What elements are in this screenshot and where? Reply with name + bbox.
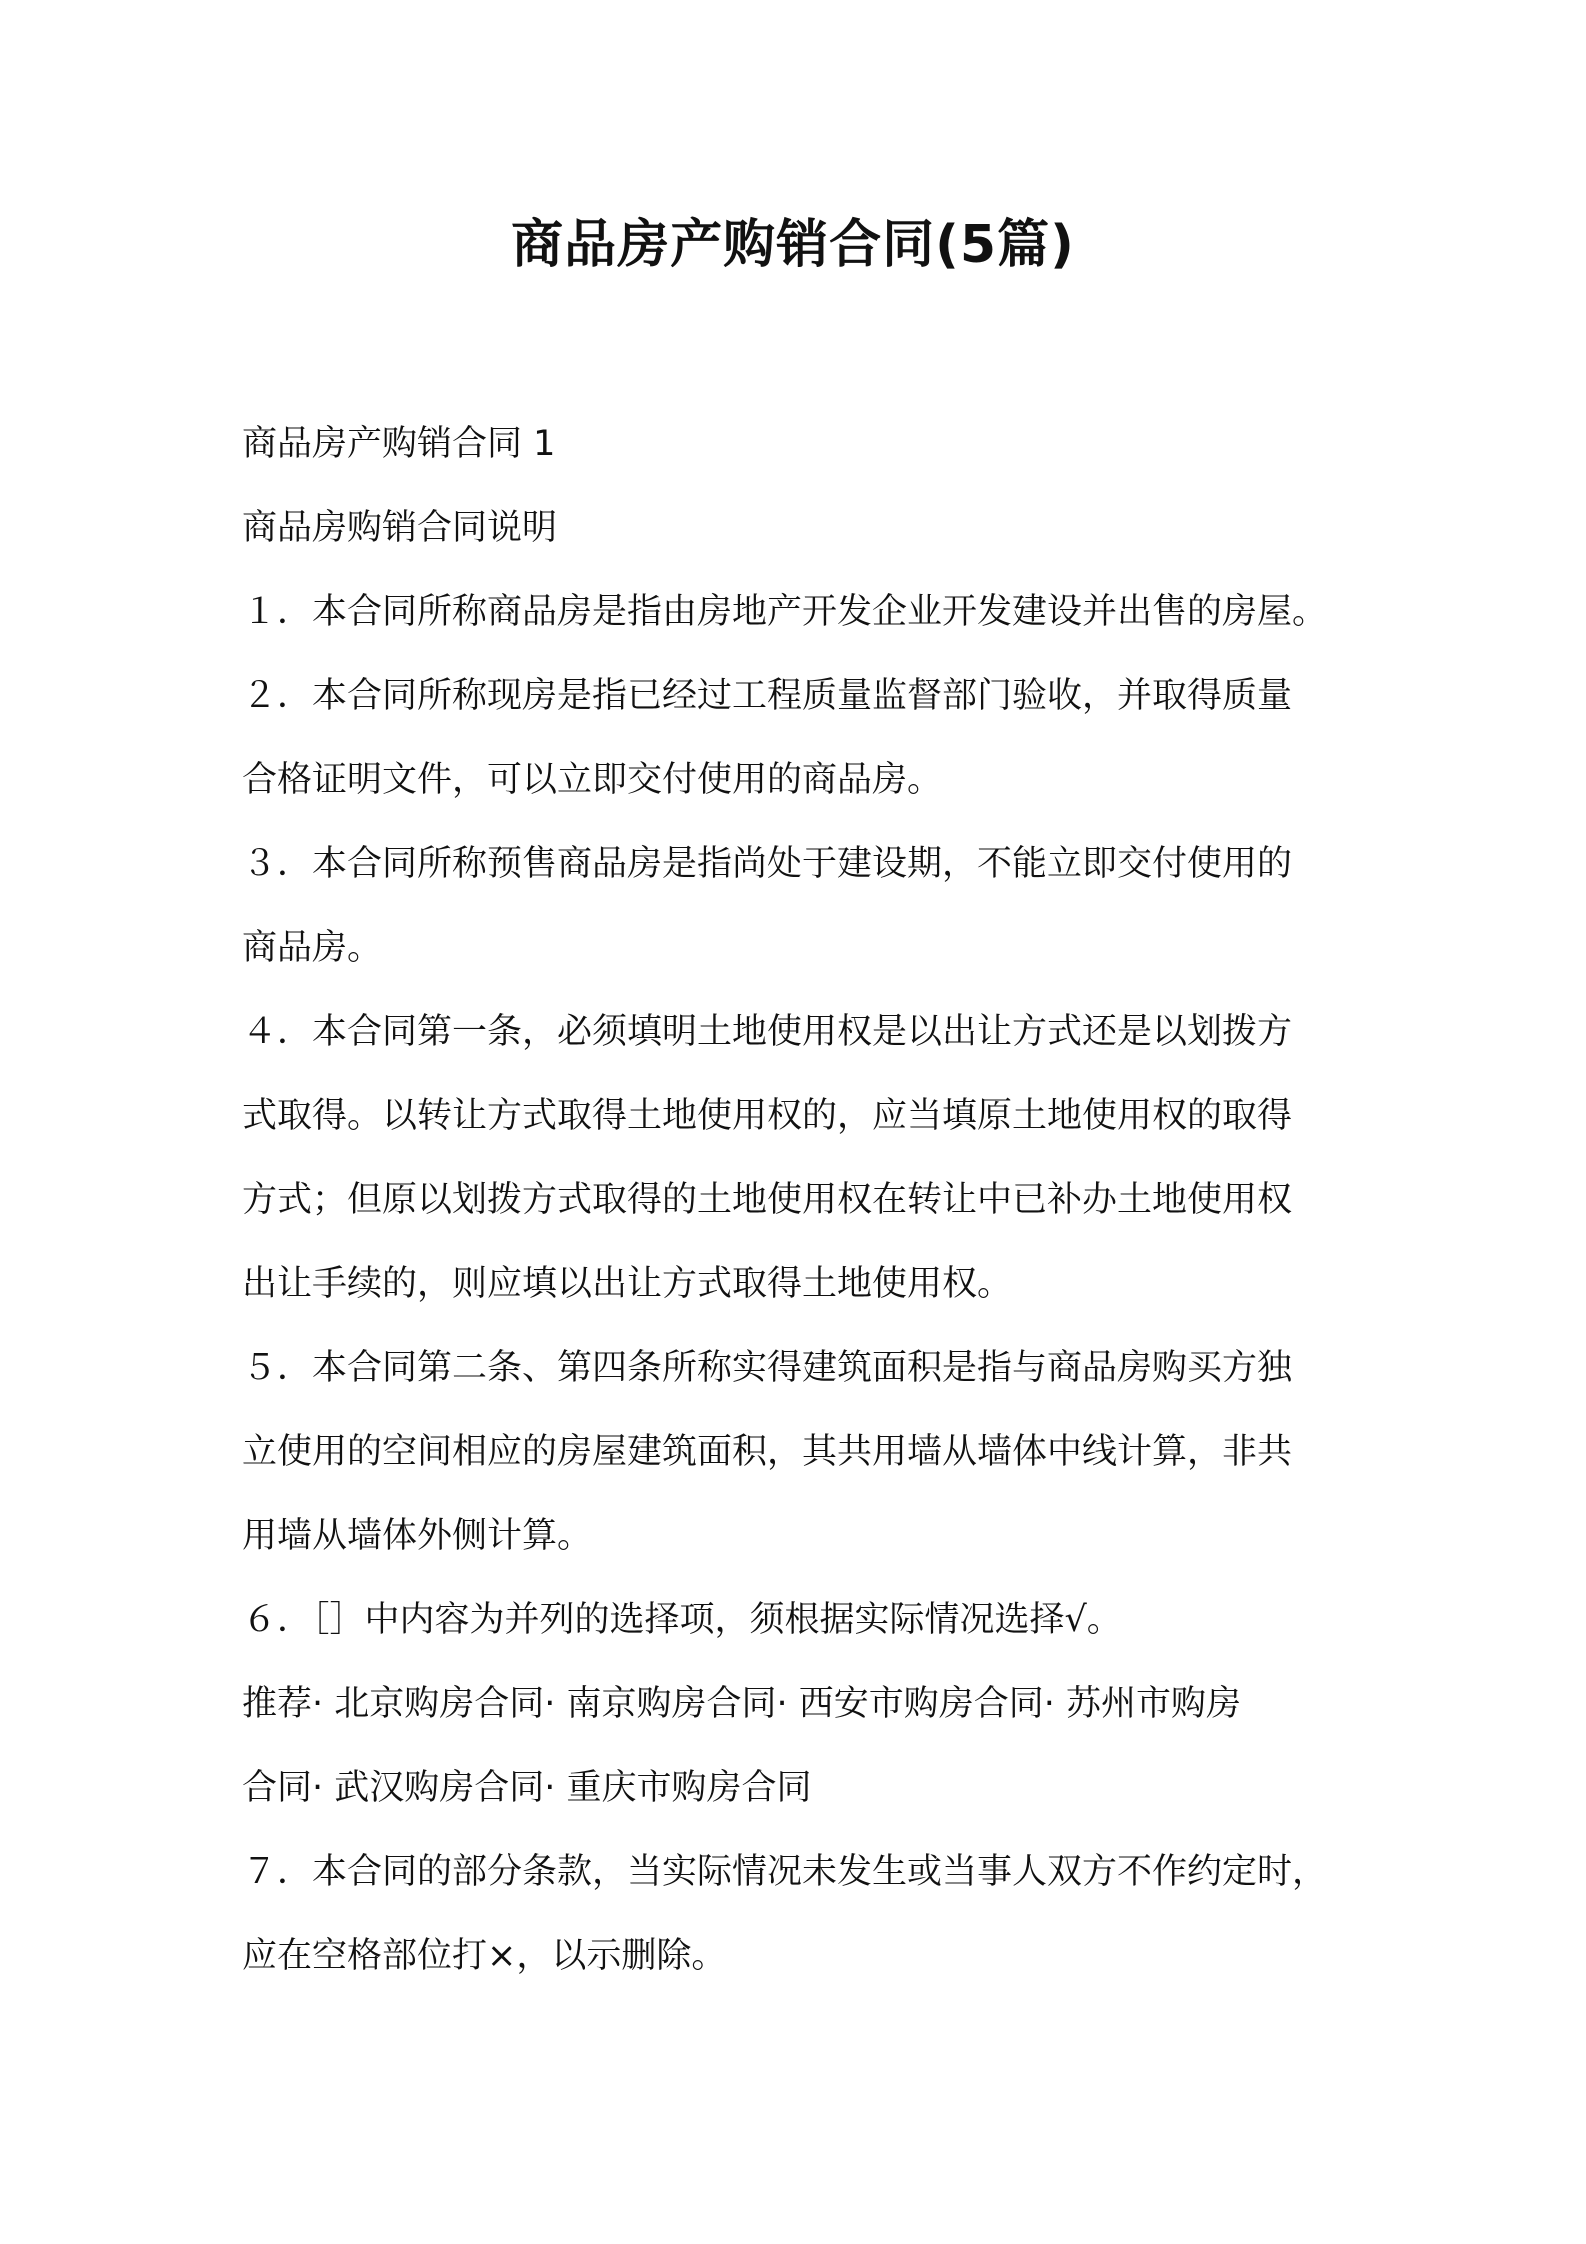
clause-line: ７．本合同的部分条款，当实际情况未发生或当事人双方不作约定时， (242, 1852, 1328, 1892)
clause-line: 用墙从墙体外侧计算。 (242, 1516, 593, 1556)
clause-line: 方式；但原以划拨方式取得的土地使用权在转让中已补办土地使用权 (242, 1180, 1293, 1220)
clause-line: ４．本合同第一条，必须填明土地使用权是以出让方式还是以划拨方 (242, 1012, 1293, 1052)
clause-line: 立使用的空间相应的房屋建筑面积，其共用墙从墙体中线计算，非共 (242, 1432, 1293, 1472)
clause-line: １．本合同所称商品房是指由房地产开发企业开发建设并出售的房屋。 (242, 592, 1328, 632)
subsection-heading: 商品房购销合同说明 (242, 508, 558, 548)
clause-line: 应在空格部位打×，以示删除。 (242, 1936, 727, 1976)
document-body (242, 402, 1372, 1998)
recommendation-line: 推荐· 北京购房合同· 南京购房合同· 西安市购房合同· 苏州市购房 (242, 1684, 1242, 1724)
clause-line: 式取得。以转让方式取得土地使用权的，应当填原土地使用权的取得 (242, 1096, 1293, 1136)
document-title: 商品房产购销合同(5篇) (511, 215, 1075, 275)
clause-line: 合格证明文件，可以立即交付使用的商品房。 (242, 760, 943, 800)
clause-line: ５．本合同第二条、第四条所称实得建筑面积是指与商品房购买方独 (242, 1348, 1293, 1388)
clause-line: ２．本合同所称现房是指已经过工程质量监督部门验收，并取得质量 (242, 676, 1293, 716)
clause-line: 商品房。 (242, 928, 383, 968)
clause-line: ３．本合同所称预售商品房是指尚处于建设期，不能立即交付使用的 (242, 844, 1293, 884)
section-heading: 商品房产购销合同 1 (242, 424, 556, 464)
clause-line: ６．［］中内容为并列的选择项，须根据实际情况选择√。 (242, 1600, 1122, 1640)
recommendation-line: 合同· 武汉购房合同· 重庆市购房合同 (242, 1768, 812, 1808)
clause-line: 出让手续的，则应填以出让方式取得土地使用权。 (242, 1264, 1013, 1304)
